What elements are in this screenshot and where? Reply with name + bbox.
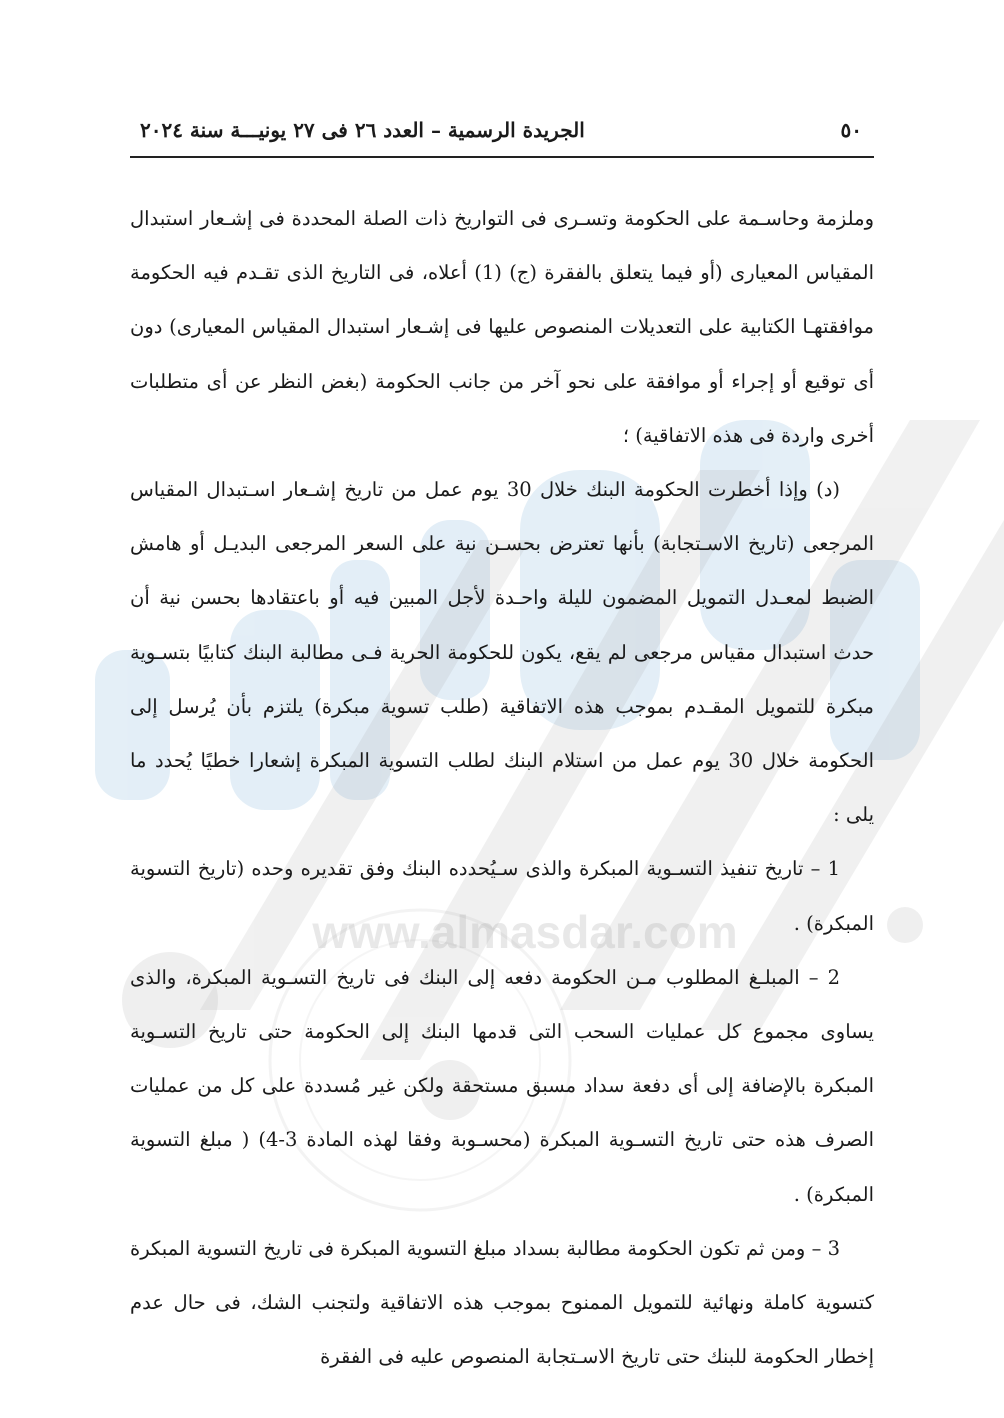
paragraph-item-3: 3 – ومن ثم تكون الحكومة مطالبة بسداد مبلغ التسوية المبكرة فى تاريخ التسوية المبكرة كتسوية كاملة ونهائية للتمويل الممنوح بموجب هذه الاتفاقية ولتجنب الشك، فى حال عدم إخطار الحكومة للبنك حتى تاريخ الاسـتجابة المنصوص عليه فى الفقرة bbox=[130, 1236, 874, 1369]
header-divider bbox=[130, 156, 874, 158]
page-header bbox=[130, 110, 874, 150]
paragraph-item-1: 1 – تاريخ تنفيذ التسـوية المبكرة والذى سـيُحدده البنك وفق تقديره وحده (تاريخ التسوية المبكرة) . bbox=[130, 857, 874, 935]
paragraph-1: وملزمة وحاسـمة على الحكومة وتسـرى فى التواريخ ذات الصلة المحددة فى إشـعار استبدال المقياس المعيارى (أو فيما يتعلق بالفقرة (ج) (1) أعلاه، فى التاريخ الذى تقـدم فيه الحكومة موافقتهـا الكتابية على التعديلات المنصوص عليها فى إشـعار استبدال المقياس المعيارى) دون أى توقيع أو إجراء أو موافقة على نحو آخر من جانب الحكومة (بغض النظر عن أى متطلبات أخرى واردة فى هذه الاتفاقية) ؛ bbox=[130, 207, 874, 447]
gazette-title: الجريدة الرسمية – العدد ٢٦ فى ٢٧ يونيـــة سنة ٢٠٢٤ bbox=[140, 118, 585, 142]
watermark-url: www.almasdar.com bbox=[312, 906, 738, 958]
paragraph-item-2: 2 – المبلـغ المطلوب مـن الحكومة دفعه إلى البنك فى تاريخ التسـوية المبكرة، والذى يساوى مجموع كل عمليات السحب التى قدمها البنك إلى الحكومة حتى تاريخ التسـوية المبكرة بالإضافة إلى أى دفعة سداد مسبق مستحقة ولكن غير مُسددة على كل من عمليات الصرف هذه حتى تاريخ التسـوية المبكرة (محسـوبة وفقا لهذه المادة 3-4) ( مبلغ التسوية المبكرة) . bbox=[130, 965, 874, 1206]
paragraph-d: (د) وإذا أخطرت الحكومة البنك خلال 30 يوم عمل من تاريخ إشـعار اسـتبدال المقياس المرجعى (تاريخ الاسـتجابة) بأنها تعترض بحسـن نية على السعر المرجعى البديـل أو هامش الضبط لمعـدل التمويل المضمون لليلة واحـدة لأجل المبين فيه أو باعتقادها بحسن نية أن حدث استبدال مقياس مرجعى لم يقع، يكون للحكومة الحرية فـى مطالبة البنك كتابيًا بتسـوية مبكرة للتمويل المقـدم بموجب هذه الاتفاقية (طلب تسوية مبكرة) يلتزم بأن يُرسل إلى الحكومة خلال 30 يوم عمل من استلام البنك لطلب التسوية المبكرة إشعارا خطيًا يُحدد ما يلى : bbox=[130, 478, 875, 827]
page-number: ٥٠ bbox=[840, 118, 862, 142]
document-body bbox=[130, 192, 874, 1384]
